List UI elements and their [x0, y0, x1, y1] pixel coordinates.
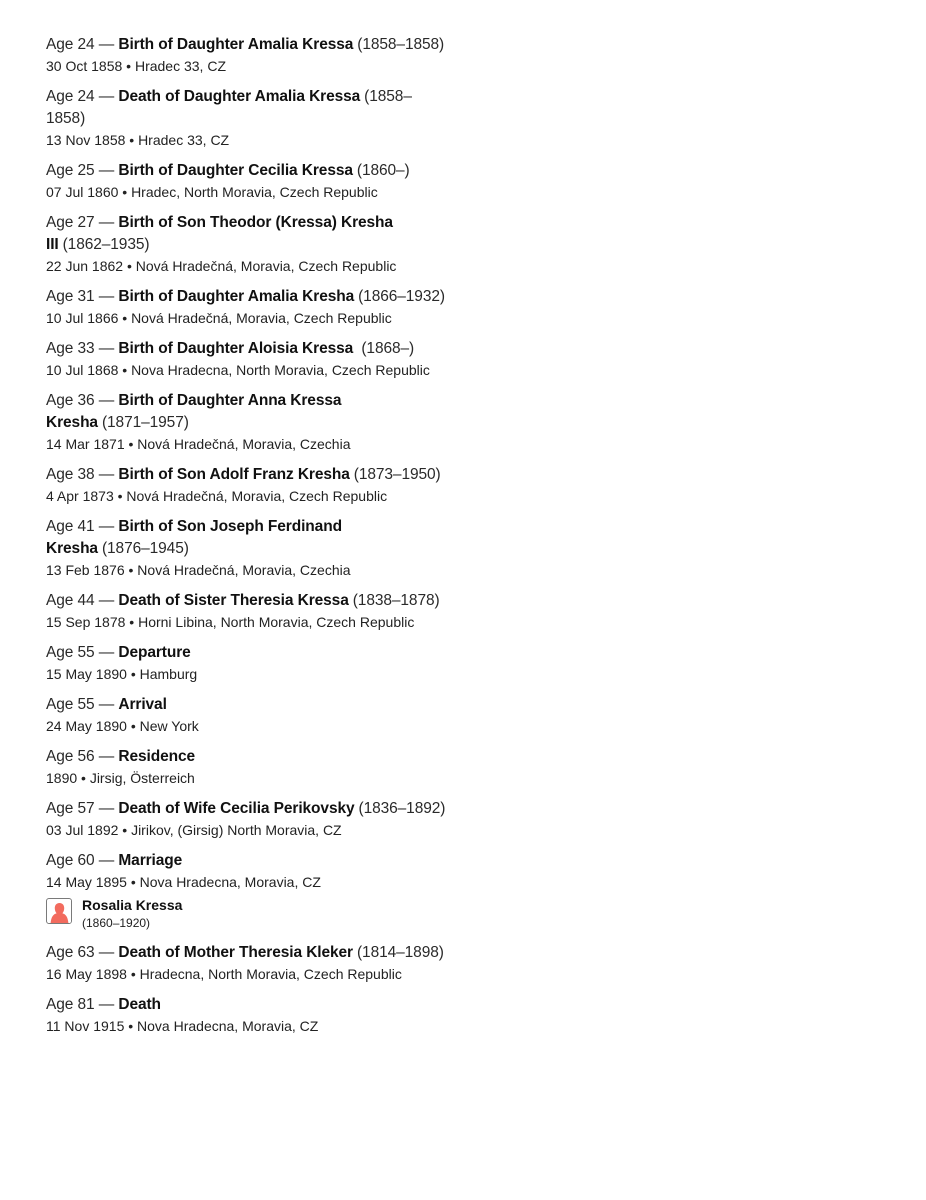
event-separator: —: [94, 214, 119, 231]
life-event: [46, 160, 446, 202]
event-headline: [46, 464, 446, 486]
event-years: (1838–1878): [352, 592, 440, 609]
spouse-name[interactable]: Rosalia Kressa: [82, 897, 183, 913]
spouse-info: [82, 896, 182, 932]
event-title[interactable]: Death of Sister Theresia Kressa: [118, 592, 349, 609]
life-events-timeline: [46, 34, 446, 1046]
event-separator: —: [94, 340, 119, 357]
life-event: [46, 86, 446, 150]
event-headline: [46, 86, 446, 130]
event-age: Age 56: [46, 748, 95, 765]
event-date-place: 15 May 1890 • Hamburg: [46, 666, 198, 682]
event-age: Age 55: [46, 644, 95, 661]
event-date-place: 30 Oct 1858 • Hradec 33, CZ: [46, 58, 226, 74]
event-years: (1873–1950): [353, 466, 441, 483]
event-title[interactable]: Death of Wife Cecilia Perikovsky: [118, 800, 355, 817]
life-event: [46, 338, 446, 380]
event-years: (1862–1935): [62, 236, 150, 253]
event-date-place: 07 Jul 1860 • Hradec, North Moravia, Czech Republic: [46, 184, 378, 200]
event-age: Age 81: [46, 996, 95, 1013]
event-title[interactable]: Marriage: [118, 852, 183, 869]
life-event: [46, 694, 446, 736]
event-headline: [46, 942, 446, 964]
event-age: Age 55: [46, 696, 95, 713]
event-title[interactable]: Departure: [118, 644, 191, 661]
life-event: [46, 850, 446, 932]
event-age: Age 63: [46, 944, 95, 961]
event-separator: —: [94, 288, 119, 305]
event-date-place: 22 Jun 1862 • Nová Hradečná, Moravia, Czech Republic: [46, 258, 397, 274]
event-separator: —: [94, 466, 119, 483]
event-title[interactable]: Death of Mother Theresia Kleker: [118, 944, 353, 961]
event-title[interactable]: Birth of Son Joseph Ferdinand Kresha: [46, 518, 342, 557]
event-age: Age 33: [46, 340, 95, 357]
event-separator: —: [94, 518, 119, 535]
event-headline: [46, 286, 446, 308]
event-separator: —: [94, 36, 119, 53]
avatar[interactable]: [46, 898, 72, 924]
event-separator: —: [94, 88, 119, 105]
event-title[interactable]: Birth of Daughter Amalia Kressa: [118, 36, 354, 53]
event-date-place: 14 Mar 1871 • Nová Hradečná, Moravia, Czechia: [46, 436, 351, 452]
event-headline: [46, 338, 446, 360]
event-headline: [46, 694, 446, 716]
event-title[interactable]: Birth of Daughter Anna Kressa Kresha: [46, 392, 342, 431]
event-date-place: 13 Feb 1876 • Nová Hradečná, Moravia, Czechia: [46, 562, 351, 578]
event-title[interactable]: Arrival: [118, 696, 167, 713]
event-age: Age 38: [46, 466, 95, 483]
event-years: (1836–1892): [358, 800, 446, 817]
life-event: [46, 286, 446, 328]
spouse-years: (1860–1920): [82, 916, 151, 930]
event-years: (1868–): [361, 340, 415, 357]
life-event: [46, 590, 446, 632]
life-event: [46, 34, 446, 76]
event-title[interactable]: Birth of Son Theodor (Kressa) Kresha III: [46, 214, 393, 253]
event-title[interactable]: Birth of Daughter Aloisia Kressa: [118, 340, 358, 357]
event-years: (1860–): [356, 162, 410, 179]
event-headline: [46, 850, 446, 872]
event-years: (1858–1858): [46, 88, 412, 127]
event-separator: —: [94, 162, 119, 179]
life-event: [46, 642, 446, 684]
event-separator: —: [94, 996, 119, 1013]
event-separator: —: [94, 696, 119, 713]
event-headline: [46, 994, 446, 1016]
event-date-place: 10 Jul 1866 • Nová Hradečná, Moravia, Czech Republic: [46, 310, 392, 326]
event-age: Age 36: [46, 392, 95, 409]
life-event: [46, 798, 446, 840]
event-date-place: 1890 • Jirsig, Österreich: [46, 770, 195, 786]
event-separator: —: [94, 944, 119, 961]
event-years: (1858–1858): [357, 36, 445, 53]
event-date-place: 4 Apr 1873 • Nová Hradečná, Moravia, Czech Republic: [46, 488, 388, 504]
event-age: Age 31: [46, 288, 95, 305]
event-headline: [46, 642, 446, 664]
female-silhouette-icon: [48, 900, 71, 923]
life-event: [46, 994, 446, 1036]
life-event: [46, 516, 446, 580]
event-title[interactable]: Birth of Daughter Cecilia Kressa: [118, 162, 353, 179]
event-age: Age 44: [46, 592, 95, 609]
life-event: [46, 212, 446, 276]
event-age: Age 25: [46, 162, 95, 179]
event-headline: [46, 798, 446, 820]
event-headline: [46, 746, 446, 768]
event-date-place: 16 May 1898 • Hradecna, North Moravia, Czech Republic: [46, 966, 402, 982]
event-date-place: 13 Nov 1858 • Hradec 33, CZ: [46, 132, 230, 148]
event-separator: —: [94, 592, 119, 609]
event-date-place: 10 Jul 1868 • Nova Hradecna, North Moravia, Czech Republic: [46, 362, 430, 378]
event-years: (1866–1932): [358, 288, 445, 305]
event-title[interactable]: Birth of Son Adolf Franz Kresha: [118, 466, 350, 483]
event-age: Age 27: [46, 214, 95, 231]
event-age: Age 41: [46, 518, 95, 535]
event-title[interactable]: Death: [118, 996, 161, 1013]
event-headline: [46, 390, 446, 434]
event-headline: [46, 516, 446, 560]
spouse-card[interactable]: [46, 896, 446, 932]
event-date-place: 14 May 1895 • Nova Hradecna, Moravia, CZ: [46, 874, 321, 890]
life-event: [46, 390, 446, 454]
event-date-place: 15 Sep 1878 • Horni Libina, North Moravia, Czech Republic: [46, 614, 415, 630]
event-title[interactable]: Residence: [118, 748, 195, 765]
event-age: Age 24: [46, 88, 95, 105]
event-age: Age 57: [46, 800, 95, 817]
event-age: Age 60: [46, 852, 95, 869]
event-title[interactable]: Death of Daughter Amalia Kressa: [118, 88, 361, 105]
event-headline: [46, 160, 446, 182]
event-years: (1876–1945): [101, 540, 189, 557]
event-date-place: 03 Jul 1892 • Jirikov, (Girsig) North Moravia, CZ: [46, 822, 342, 838]
event-title[interactable]: Birth of Daughter Amalia Kresha: [118, 288, 355, 305]
event-age: Age 24: [46, 36, 95, 53]
event-date-place: 24 May 1890 • New York: [46, 718, 199, 734]
life-event: [46, 746, 446, 788]
event-date-place: 11 Nov 1915 • Nova Hradecna, Moravia, CZ: [46, 1018, 319, 1034]
life-event: [46, 942, 446, 984]
event-headline: [46, 590, 446, 612]
event-separator: —: [94, 748, 119, 765]
event-separator: —: [94, 852, 119, 869]
event-separator: —: [94, 644, 119, 661]
event-headline: [46, 34, 446, 56]
event-years: (1814–1898): [357, 944, 444, 961]
event-separator: —: [94, 800, 119, 817]
life-event: [46, 464, 446, 506]
event-separator: —: [94, 392, 119, 409]
event-headline: [46, 212, 446, 256]
event-years: (1871–1957): [101, 414, 189, 431]
